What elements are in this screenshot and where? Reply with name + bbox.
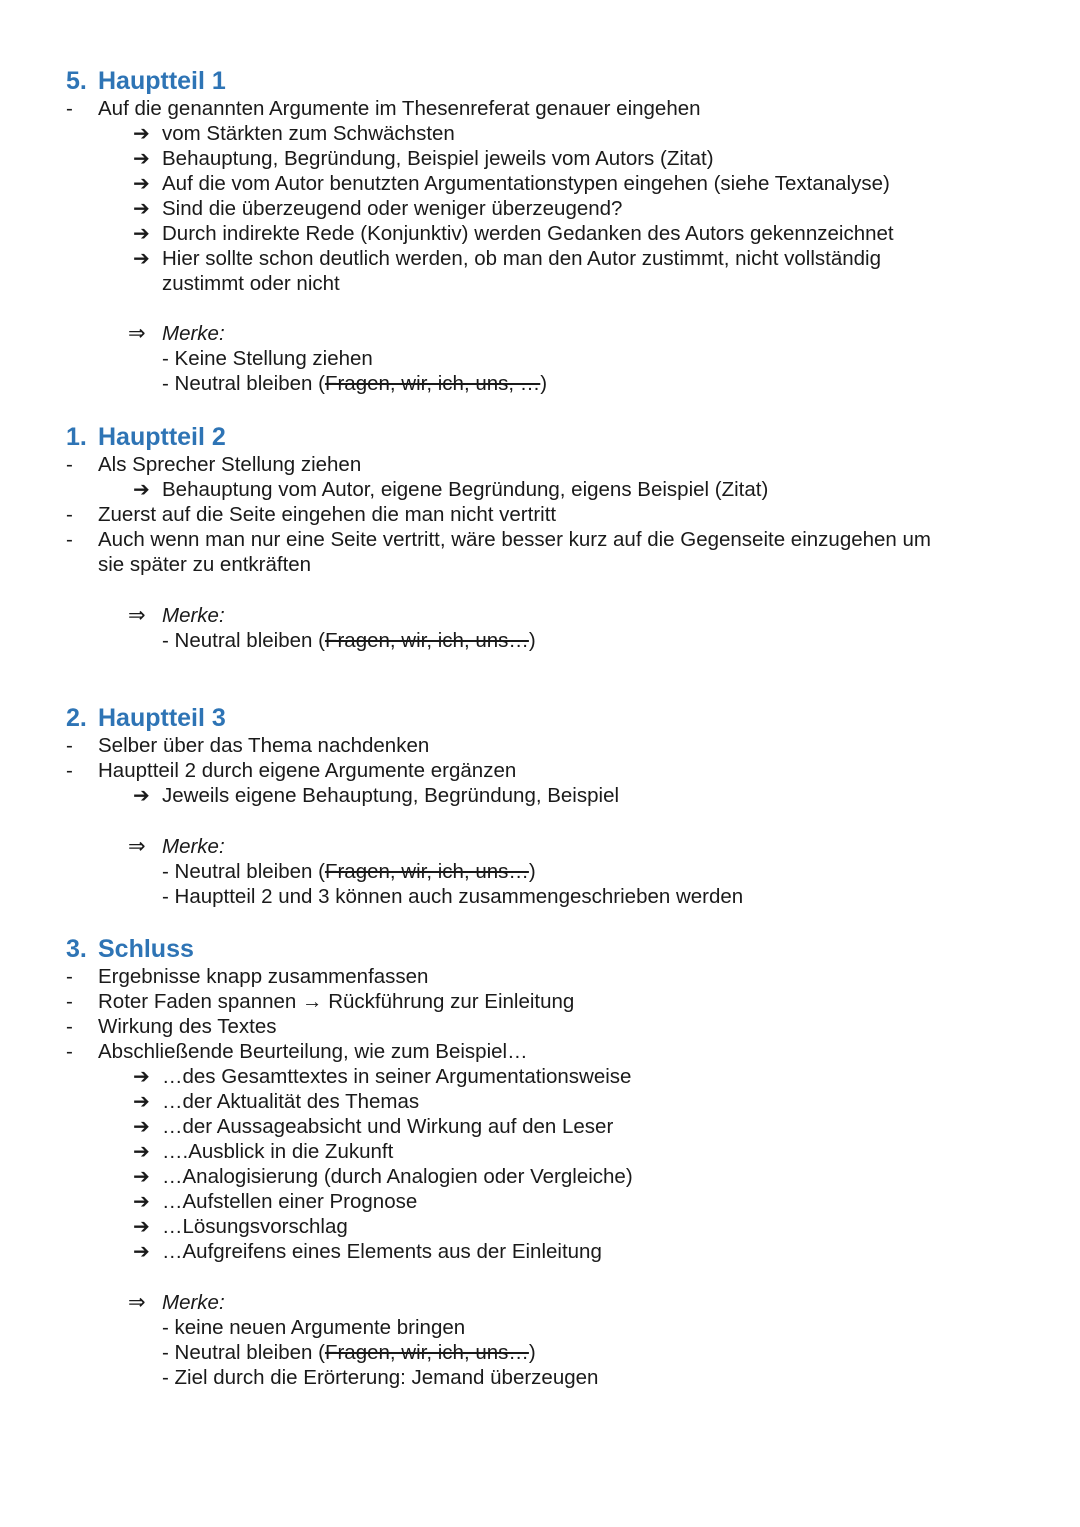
struck-text: Fragen, wir, ich, uns, … [324, 372, 541, 395]
bullet-item: Ergebnisse knapp zusammenfassen [98, 965, 429, 988]
note-item: - Neutral bleiben (Fragen, wir, ich, uns, …) [162, 372, 548, 395]
struck-text: Fragen, wir, ich, uns… [324, 629, 529, 652]
arrow-icon: ➔ [133, 1216, 150, 1238]
arrow-item: ➔ …der Aussageabsicht und Wirkung auf den Leser [133, 1115, 614, 1138]
heading-hauptteil-2: 1. Hauptteil 2 [66, 423, 226, 451]
bullet-item: Selber über das Thema nachdenken [98, 734, 430, 757]
arrow-item: ➔ Sind die überzeugend oder weniger überzeugend? [133, 197, 623, 220]
arrow-item: ➔ ….Ausblick in die Zukunft [133, 1140, 394, 1163]
arrow-icon: ➔ [133, 1091, 150, 1113]
arrow-item: ➔ …des Gesamttextes in seiner Argumentationsweise [133, 1065, 632, 1088]
arrow-item: ➔ vom Stärkten zum Schwächsten [133, 122, 455, 145]
arrow-icon: ➔ [133, 1241, 150, 1263]
arrow-item: ➔ Jeweils eigene Behauptung, Begründung, Beispiel [133, 784, 620, 807]
arrow-item: ➔ …Lösungsvorschlag [133, 1215, 348, 1238]
arrow-icon: ➔ [133, 479, 150, 501]
bullet-dash: - [66, 1040, 73, 1063]
arrow-item: ➔ Hier sollte schon deutlich werden, ob man den Autor zustimmt, nicht vollständig [133, 247, 882, 270]
bullet-dash: - [66, 965, 73, 988]
arrow-item: ➔ …Analogisierung (durch Analogien oder Vergleiche) [133, 1165, 633, 1188]
arrow-icon: ➔ [133, 1066, 150, 1088]
bullet-dash: - [66, 528, 73, 551]
arrow-item: ➔ …Aufstellen einer Prognose [133, 1190, 418, 1213]
arrow-item: ➔ Behauptung, Begründung, Beispiel jeweils vom Autors (Zitat) [133, 147, 714, 170]
bullet-dash: - [66, 97, 73, 120]
arrow-item: ➔ Behauptung vom Autor, eigene Begründung, eigens Beispiel (Zitat) [133, 478, 769, 501]
bullet-item: Wirkung des Textes [98, 1015, 277, 1038]
implies-icon: ⇒ [128, 1291, 146, 1314]
bullet-item: Hauptteil 2 durch eigene Argumente ergänzen [98, 759, 517, 782]
arrow-icon: ➔ [133, 1141, 150, 1163]
arrow-item: ➔ Durch indirekte Rede (Konjunktiv) werden Gedanken des Autors gekennzeichnet [133, 222, 894, 245]
arrow-item: ➔ …der Aktualität des Themas [133, 1090, 420, 1113]
arrow-icon: ➔ [133, 198, 150, 220]
merke-label: ⇒ Merke: [128, 1291, 225, 1314]
bullet-item: Abschließende Beurteilung, wie zum Beispiel… [98, 1040, 528, 1063]
note-item: - Neutral bleiben (Fragen, wir, ich, uns…) [162, 860, 536, 883]
arrow-item: ➔ …Aufgreifens eines Elements aus der Einleitung [133, 1240, 602, 1263]
arrow-icon: ➔ [133, 1191, 150, 1213]
arrow-icon: ➔ [133, 1116, 150, 1138]
implies-icon: ⇒ [128, 835, 146, 858]
merke-label: ⇒ Merke: [128, 322, 225, 345]
merke-label: ⇒ Merke: [128, 835, 225, 858]
bullet-item: Roter Faden spannen → Rückführung zur Einleitung [98, 990, 575, 1013]
struck-text: Fragen, wir, ich, uns… [324, 1341, 529, 1364]
struck-text: Fragen, wir, ich, uns… [324, 860, 529, 883]
bullet-item: Auf die genannten Argumente im Thesenreferat genauer eingehen [98, 97, 701, 120]
note-item: - Neutral bleiben (Fragen, wir, ich, uns…) [162, 629, 536, 652]
bullet-dash: - [66, 734, 73, 757]
implies-icon: ⇒ [128, 604, 146, 627]
bullet-dash: - [66, 990, 73, 1013]
heading-hauptteil-1: 5. Hauptteil 1 [66, 67, 226, 95]
bullet-item: Zuerst auf die Seite eingehen die man nicht vertritt [98, 503, 557, 526]
heading-schluss: 3. Schluss [66, 935, 194, 963]
arrow-icon: ➔ [133, 223, 150, 245]
bullet-dash: - [66, 503, 73, 526]
arrow-item-continuation: zustimmt oder nicht [162, 272, 340, 295]
note-item: - Neutral bleiben (Fragen, wir, ich, uns…) [162, 1341, 536, 1364]
arrow-icon: ➔ [133, 148, 150, 170]
arrow-icon: ➔ [133, 123, 150, 145]
implies-icon: ⇒ [128, 322, 146, 345]
arrow-icon: ➔ [133, 248, 150, 270]
merke-label: ⇒ Merke: [128, 604, 225, 627]
arrow-icon: ➔ [133, 1166, 150, 1188]
bullet-dash: - [66, 453, 73, 476]
arrow-item: ➔ Auf die vom Autor benutzten Argumentationstypen eingehen (siehe Textanalyse) [133, 172, 890, 195]
note-item: - Keine Stellung ziehen [162, 347, 373, 370]
bullet-item-continuation: sie später zu entkräften [98, 553, 312, 576]
arrow-icon: ➔ [133, 785, 150, 807]
note-item: - keine neuen Argumente bringen [162, 1316, 466, 1339]
bullet-item: Als Sprecher Stellung ziehen [98, 453, 362, 476]
arrow-icon: ➔ [133, 173, 150, 195]
heading-hauptteil-3: 2. Hauptteil 3 [66, 704, 226, 732]
bullet-dash: - [66, 1015, 73, 1038]
bullet-dash: - [66, 759, 73, 782]
bullet-item: Auch wenn man nur eine Seite vertritt, wäre besser kurz auf die Gegenseite einzugehen um [98, 528, 931, 551]
note-item: - Ziel durch die Erörterung: Jemand überzeugen [162, 1366, 599, 1389]
note-item: - Hauptteil 2 und 3 können auch zusammengeschrieben werden [162, 885, 744, 908]
